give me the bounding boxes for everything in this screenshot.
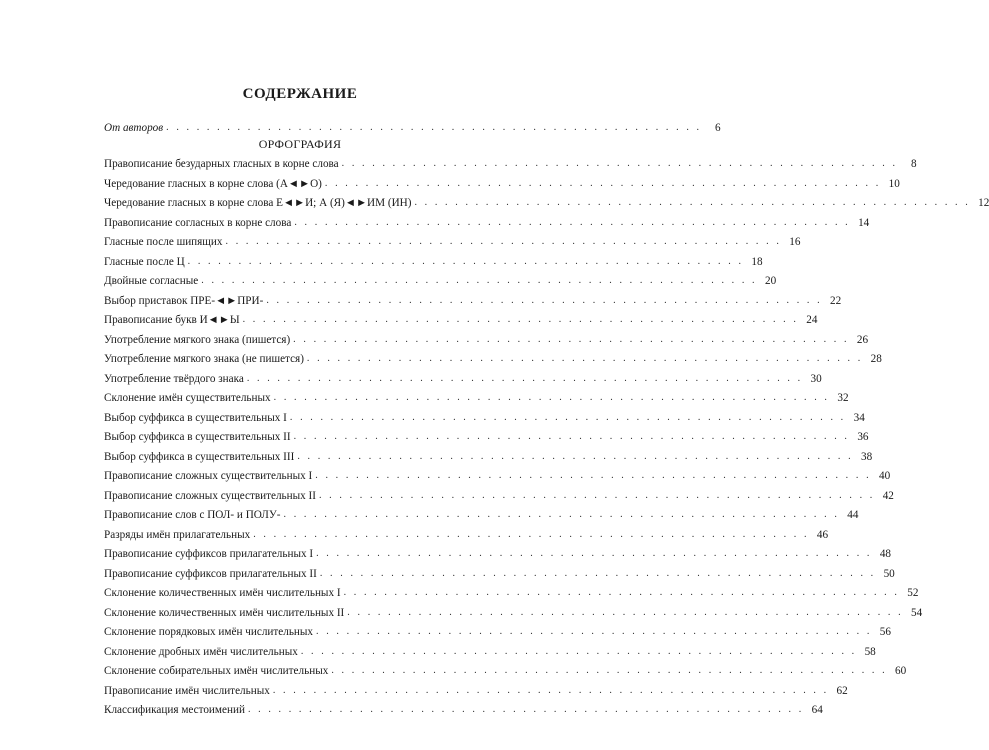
dot-leader: . . . . . . . . . . . . . . . . . . . . . . . . . . . . . . . . . . . . . . . . . . . . . . . . . . . . . . . — [318, 489, 875, 501]
toc-entry-label: Двойные согласные — [104, 275, 199, 287]
toc-entry-label: Правописание безударных гласных в корне слова — [104, 158, 339, 170]
toc-entry[interactable] — [104, 292, 842, 308]
toc-entry[interactable] — [104, 428, 869, 444]
dot-leader: . . . . . . . . . . . . . . . . . . . . . . . . . . . . . . . . . . . . . . . . . . . . . . . . . . . . . . . — [266, 294, 823, 306]
toc-entry[interactable] — [104, 487, 894, 503]
toc-entry-label: Гласные после Ц — [104, 255, 185, 268]
dot-leader: . . . . . . . . . . . . . . . . . . . . . . . . . . . . . . . . . . . . . . . . . . . . . . . . . . . . . . . — [253, 528, 810, 540]
toc-entry-label: Склонение количественных имён числительных II — [104, 606, 345, 619]
toc-entry-page: 52 — [907, 587, 919, 599]
toc-entry-label: Правописание слов с ПОЛ- и ПОЛУ- — [104, 509, 281, 521]
dot-leader: . . . . . . . . . . . . . . . . . . . . . . . . . . . . . . . . . . . . . . . . . . . . . . . . . . . . . . . — [297, 450, 854, 462]
toc-entry-page: 18 — [751, 255, 763, 268]
toc-entry-label: Классификация местоимений — [104, 704, 245, 716]
toc-entry[interactable] — [104, 350, 882, 366]
toc-entry[interactable] — [104, 701, 823, 717]
toc-entry-label: Правописание согласных в корне слова — [104, 216, 292, 229]
toc-entry-page: 46 — [816, 528, 829, 541]
toc-entry-page: 20 — [764, 275, 777, 287]
dot-leader: . . . . . . . . . . . . . . . . . . . . . . . . . . . . . . . . . . . . . . . . . . . . . . . . . . . . . . . — [347, 606, 904, 618]
toc-entry-page: 16 — [789, 236, 801, 248]
toc-entry[interactable] — [104, 233, 801, 249]
dot-leader: . . . . . . . . . . . . . . . . . . . . . . . . . . . . . . . . . . . . . . . . . . . . . . . . . . . . . . . — [306, 353, 863, 364]
toc-entry-label: Выбор приставок ПРЕ-◄►ПРИ- — [104, 294, 264, 307]
toc-entry-page: 60 — [895, 665, 907, 677]
section-heading: ОРФОГРАФИЯ — [258, 137, 342, 151]
toc-entry-page: 30 — [810, 372, 822, 385]
toc-entry[interactable] — [104, 214, 870, 230]
toc-entry-label: Выбор суффикса в существительных II — [104, 431, 291, 443]
toc-entry[interactable] — [104, 175, 900, 191]
toc-entry-page: 48 — [879, 548, 892, 560]
toc-entry-page: 36 — [857, 431, 869, 443]
toc-entry-label: Употребление мягкого знака (не пишется) — [104, 353, 304, 365]
toc-entry-label: Употребление твёрдого знака — [104, 372, 244, 385]
toc-entry[interactable] — [104, 311, 818, 327]
toc-entry-page: 14 — [858, 216, 870, 229]
toc-entry[interactable] — [104, 643, 876, 659]
dot-leader: . . . . . . . . . . . . . . . . . . . . . . . . . . . . . . . . . . . . . . . . . . . . . . . . . . . . . . . — [414, 197, 971, 208]
toc-entry-label: Склонение порядковых имён числительных — [104, 626, 314, 638]
dot-leader: . . . . . . . . . . . . . . . . . . . . . . . . . . . . . . . . . . . . . . . . . . . . . . . . . . . . . . . — [283, 509, 840, 520]
dot-leader: . . . . . . . . . . . . . . . . . . . . . . . . . . . . . . . . . . . . . . . . . . . . . . . . . . . . . . . — [331, 665, 888, 676]
dot-leader: . . . . . . . . . . . . . . . . . . . . . . . . . . . . . . . . . . . . . . . . . . . . . . . . . . . . . . . — [316, 626, 872, 637]
toc-entry-label: Гласные после шипящих — [104, 236, 223, 248]
toc-entry-label: Правописание букв И◄►Ы — [104, 314, 240, 326]
toc-entry-label: Склонение собирательных имён числительных — [104, 665, 329, 677]
toc-entry-page: 58 — [864, 645, 876, 658]
toc-entry-intro[interactable] — [104, 119, 721, 135]
toc-entry[interactable] — [104, 389, 849, 405]
toc-entry[interactable] — [104, 155, 917, 171]
toc-entry-page: 54 — [911, 606, 923, 619]
toc-title: СОДЕРЖАНИЕ — [242, 86, 358, 102]
toc-entry-label: Чередование гласных в корне слова (А◄►О) — [104, 177, 322, 190]
toc-entry-label: Выбор суффикса в существительных I — [104, 411, 287, 424]
toc-entry[interactable] — [104, 662, 907, 678]
dot-leader: . . . . . . . . . . . . . . . . . . . . . . . . . . . . . . . . . . . . . . . . . . . . . . . . . . . . . . . — [319, 567, 876, 579]
toc-entry-page: 28 — [870, 353, 882, 365]
dot-leader: . . . . . . . . . . . . . . . . . . . . . . . . . . . . . . . . . . . . . . . . . . . . . . . . . . . . . — [166, 122, 702, 133]
toc-entry[interactable] — [104, 526, 829, 542]
toc-entry-page: 42 — [882, 489, 894, 502]
toc-entry-page: 22 — [830, 294, 842, 307]
toc-entry-page: 8 — [910, 158, 917, 170]
toc-entry[interactable] — [104, 370, 822, 386]
toc-entry-page: 50 — [883, 567, 895, 580]
dot-leader: . . . . . . . . . . . . . . . . . . . . . . . . . . . . . . . . . . . . . . . . . . . . . . . . . . . . . . . — [201, 275, 758, 286]
dot-leader: . . . . . . . . . . . . . . . . . . . . . . . . . . . . . . . . . . . . . . . . . . . . . . . . . . . . . . . — [272, 684, 829, 696]
toc-entry[interactable] — [104, 448, 873, 464]
toc-entry-page: 6 — [715, 122, 721, 134]
toc-entry[interactable] — [104, 331, 869, 347]
toc-entry[interactable] — [104, 253, 763, 269]
toc-entry-page: 10 — [888, 177, 900, 190]
toc-entry-page: 32 — [837, 392, 849, 404]
dot-leader: . . . . . . . . . . . . . . . . . . . . . . . . . . . . . . . . . . . . . . . . . . . . . . . . . . . . . . . — [300, 645, 857, 657]
toc-entry-label: Склонение имён существительных — [104, 392, 271, 404]
toc-entry-label: Правописание сложных существительных II — [104, 489, 316, 502]
toc-entry[interactable] — [104, 545, 892, 561]
dot-leader: . . . . . . . . . . . . . . . . . . . . . . . . . . . . . . . . . . . . . . . . . . . . . . . . . . . . . . . — [247, 704, 804, 715]
dot-leader: . . . . . . . . . . . . . . . . . . . . . . . . . . . . . . . . . . . . . . . . . . . . . . . . . . . . . . . — [246, 372, 803, 384]
toc-entry[interactable] — [104, 584, 919, 600]
dot-leader: . . . . . . . . . . . . . . . . . . . . . . . . . . . . . . . . . . . . . . . . . . . . . . . . . . . . . . . — [343, 587, 900, 598]
dot-leader: . . . . . . . . . . . . . . . . . . . . . . . . . . . . . . . . . . . . . . . . . . . . . . . . . . . . . . . — [225, 236, 782, 247]
toc-entry[interactable] — [104, 272, 777, 288]
dot-leader: . . . . . . . . . . . . . . . . . . . . . . . . . . . . . . . . . . . . . . . . . . . . . . . . . . . . . . . — [187, 255, 744, 267]
toc-entry-label: Правописание имён числительных — [104, 684, 270, 697]
dot-leader: . . . . . . . . . . . . . . . . . . . . . . . . . . . . . . . . . . . . . . . . . . . . . . . . . . . . . . . — [293, 333, 850, 345]
dot-leader: . . . . . . . . . . . . . . . . . . . . . . . . . . . . . . . . . . . . . . . . . . . . . . . . . . . . . . . — [242, 314, 799, 325]
toc-entry-label: Склонение количественных имён числительных I — [104, 587, 341, 599]
toc-entry[interactable] — [104, 604, 923, 620]
toc-entry-page: 40 — [878, 470, 891, 482]
toc-entry-page: 64 — [811, 704, 823, 716]
toc-entry-label: От авторов — [104, 122, 164, 134]
toc-entry-label: Правописание суффиксов прилагательных I — [104, 548, 314, 560]
toc-entry-label: Чередование гласных в корне слова Е◄►И; А (Я)◄►ИМ (ИН) — [104, 197, 412, 209]
dot-leader: . . . . . . . . . . . . . . . . . . . . . . . . . . . . . . . . . . . . . . . . . . . . . . . . . . . . . . . — [341, 158, 898, 169]
toc-entry-page: 24 — [806, 314, 818, 326]
toc-entry[interactable] — [104, 565, 895, 581]
toc-entry-label: Разряды имён прилагательных — [104, 528, 251, 541]
dot-leader: . . . . . . . . . . . . . . . . . . . . . . . . . . . . . . . . . . . . . . . . . . . . . . . . . . . . . . . — [289, 411, 846, 423]
toc-entry[interactable] — [104, 467, 891, 483]
toc-entry-label: Выбор суффикса в существительных III — [104, 450, 295, 463]
toc-entry[interactable] — [104, 682, 848, 698]
toc-entry-page: 12 — [978, 197, 989, 209]
toc-entry[interactable] — [104, 194, 989, 210]
dot-leader: . . . . . . . . . . . . . . . . . . . . . . . . . . . . . . . . . . . . . . . . . . . . . . . . . . . . . . . — [294, 216, 851, 228]
toc-entry-page: 62 — [836, 684, 848, 697]
toc-entry-page: 38 — [861, 450, 873, 463]
toc-entry[interactable] — [104, 409, 865, 425]
dot-leader: . . . . . . . . . . . . . . . . . . . . . . . . . . . . . . . . . . . . . . . . . . . . . . . . . . . . . . . — [316, 548, 873, 559]
toc-entry[interactable] — [104, 623, 891, 639]
toc-entry-label: Правописание суффиксов прилагательных II — [104, 567, 317, 580]
toc-entry-label: Правописание сложных существительных I — [104, 470, 313, 482]
toc-entry-page: 56 — [879, 626, 891, 638]
toc-entry-label: Склонение дробных имён числительных — [104, 645, 298, 658]
toc-entry-label: Употребление мягкого знака (пишется) — [104, 333, 291, 346]
toc-entry-page: 26 — [856, 333, 869, 346]
dot-leader: . . . . . . . . . . . . . . . . . . . . . . . . . . . . . . . . . . . . . . . . . . . . . . . . . . . . . . . — [273, 392, 830, 403]
toc-entry[interactable] — [104, 506, 859, 522]
dot-leader: . . . . . . . . . . . . . . . . . . . . . . . . . . . . . . . . . . . . . . . . . . . . . . . . . . . . . . . — [324, 177, 881, 189]
dot-leader: . . . . . . . . . . . . . . . . . . . . . . . . . . . . . . . . . . . . . . . . . . . . . . . . . . . . . . . — [293, 431, 850, 442]
toc-entry-page: 34 — [853, 411, 865, 424]
dot-leader: . . . . . . . . . . . . . . . . . . . . . . . . . . . . . . . . . . . . . . . . . . . . . . . . . . . . . . . — [315, 470, 872, 481]
toc-entry-page: 44 — [847, 509, 859, 521]
